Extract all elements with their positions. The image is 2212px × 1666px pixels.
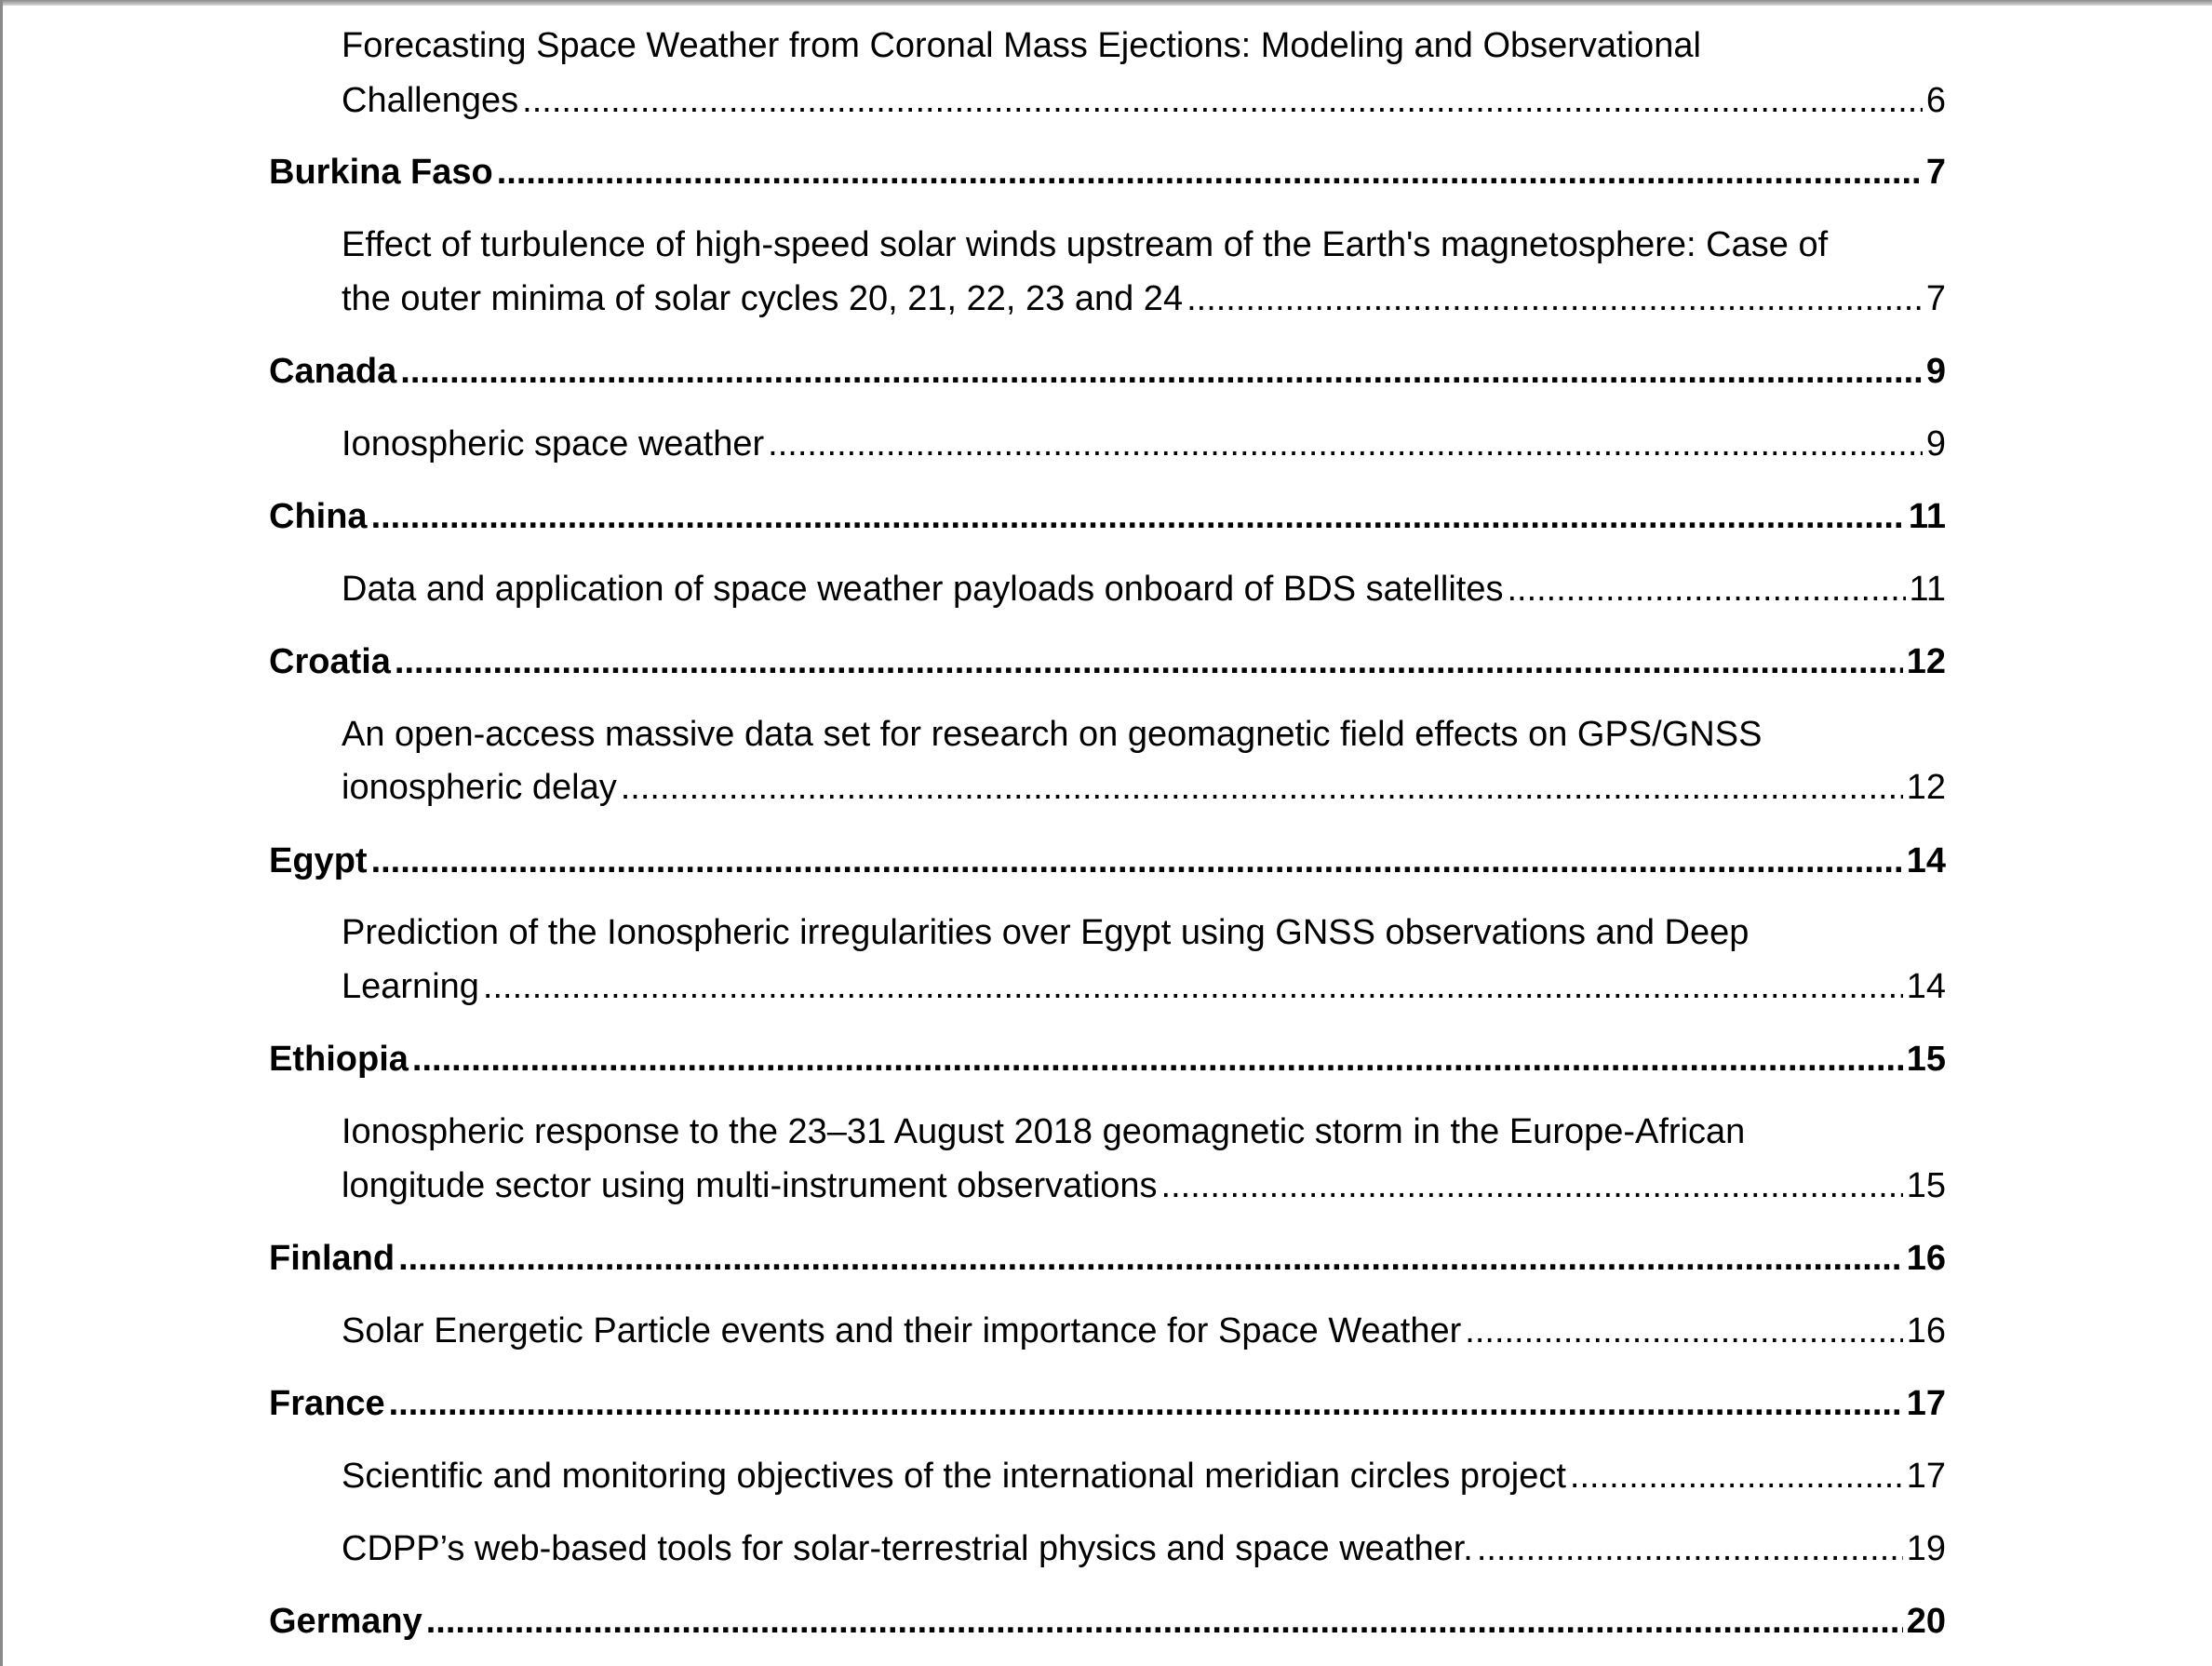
toc-entry-title-last-line xyxy=(342,74,1946,128)
dot-leader xyxy=(400,344,1923,398)
toc-entry-title-text: Data and application of space weather payloads onboard of BDS satellites xyxy=(342,570,1504,609)
toc-entry-title-text: Solar Energetic Particle events and their importance for Space Weather xyxy=(342,1311,1462,1350)
toc-entry-title-line: Ionospheric response to the 23–31 August 2018 geomagnetic storm in the Europe-African xyxy=(342,1112,1746,1151)
dot-leader xyxy=(497,145,1923,199)
toc-page-number: 19 xyxy=(1906,1529,1946,1568)
toc-entry-title-line: An open-access massive data set for research on geomagnetic field effects on GPS/GNSS xyxy=(342,715,1763,754)
toc-entry-title-last-line xyxy=(342,960,1946,1014)
toc-entry-title-text: Egypt xyxy=(269,841,368,880)
toc-entry-title-last-line xyxy=(269,1377,1946,1431)
toc-page-number: 9 xyxy=(1925,424,1946,464)
toc-entry-title-last-line xyxy=(342,1522,1946,1576)
toc-page-number: 16 xyxy=(1906,1239,1946,1278)
toc-entry-title-last-line xyxy=(269,635,1946,689)
toc-page-number: 15 xyxy=(1906,1040,1946,1079)
toc-entry-title-last-line xyxy=(269,344,1946,398)
dot-leader xyxy=(395,635,1903,689)
toc-entry-title-line: Prediction of the Ionospheric irregularities over Egypt using GNSS observations and Deep xyxy=(342,913,1749,952)
toc-entry-title-last-line xyxy=(269,145,1946,199)
dot-leader xyxy=(1570,1449,1903,1503)
toc-entry-title-text: the outer minima of solar cycles 20, 21, 22, 23 and 24 xyxy=(342,279,1184,318)
toc-page-number: 17 xyxy=(1906,1457,1946,1496)
toc-page-number: 7 xyxy=(1925,153,1946,192)
toc-page-number: 20 xyxy=(1906,1602,1946,1641)
toc-entry-title-text: Ionospheric space weather xyxy=(342,424,765,464)
toc-page-number: 14 xyxy=(1906,967,1946,1006)
dot-leader xyxy=(426,1594,1903,1648)
toc-entry-title-last-line xyxy=(342,1304,1946,1358)
toc-entry-title-last-line xyxy=(342,272,1946,326)
dot-leader xyxy=(398,1231,1903,1285)
toc-entry-title-text: China xyxy=(269,497,368,536)
toc-page-number: 7 xyxy=(1925,279,1946,318)
toc-entry-title-text: ionospheric delay xyxy=(342,768,617,807)
toc-entry-title-last-line xyxy=(342,562,1946,616)
toc-entry-title-text: Challenges xyxy=(342,81,519,120)
dot-leader xyxy=(389,1377,1903,1431)
toc-page-number: 11 xyxy=(1909,570,1946,609)
toc-page-number: 15 xyxy=(1906,1166,1946,1205)
dot-leader xyxy=(522,74,1923,128)
dot-leader xyxy=(371,834,1903,888)
toc-entry-title-text: Learning xyxy=(342,967,479,1006)
toc-entry-title-last-line xyxy=(269,1594,1946,1648)
toc-page-number: 11 xyxy=(1908,497,1946,536)
toc-entry-title-last-line xyxy=(269,1231,1946,1285)
toc-entry-title-text: Scientific and monitoring objectives of the international meridian circles project xyxy=(342,1457,1566,1496)
toc-page-number: 12 xyxy=(1906,642,1946,681)
toc-entry-title-text: Ethiopia xyxy=(269,1040,409,1079)
toc-entry-title-text: Finland xyxy=(269,1239,395,1278)
toc-entry-title-text: Canada xyxy=(269,352,397,391)
toc-entry-title-last-line xyxy=(269,1032,1946,1086)
toc-entry-title-last-line xyxy=(342,417,1946,471)
toc-page-number: 6 xyxy=(1925,81,1946,120)
dot-leader xyxy=(412,1032,1903,1086)
toc-entry-title-last-line xyxy=(342,1159,1946,1213)
toc-entry-title-last-line xyxy=(269,490,1946,544)
dot-leader xyxy=(371,490,1905,544)
dot-leader xyxy=(1507,562,1905,616)
toc-page-number: 16 xyxy=(1906,1311,1946,1350)
toc-page-number: 12 xyxy=(1906,768,1946,807)
toc-page-number: 17 xyxy=(1906,1384,1946,1423)
toc-entry-title-line: Forecasting Space Weather from Coronal Mass Ejections: Modeling and Observational xyxy=(342,26,1701,65)
toc-entry-title-text: Germany xyxy=(269,1602,422,1641)
toc-entry-title-text: CDPP’s web-based tools for solar-terrestrial physics and space weather. xyxy=(342,1529,1473,1568)
dot-leader xyxy=(768,417,1923,471)
dot-leader xyxy=(1186,272,1923,326)
dot-leader xyxy=(483,960,1903,1014)
toc-entry-title-text: longitude sector using multi-instrument observations xyxy=(342,1166,1158,1205)
dot-leader xyxy=(1477,1522,1903,1576)
toc-entry-title-last-line xyxy=(342,760,1946,814)
dot-leader xyxy=(621,760,1903,814)
toc-page-number: 9 xyxy=(1925,352,1946,391)
dot-leader xyxy=(1161,1159,1903,1213)
toc-entry-title-last-line xyxy=(269,834,1946,888)
toc-entry-title-line: Effect of turbulence of high-speed solar winds upstream of the Earth's magnetosphere: Case of xyxy=(342,225,1829,264)
toc-entry-title-text: Croatia xyxy=(269,642,391,681)
toc-entry-title-text: France xyxy=(269,1384,385,1423)
toc-entry-title-last-line xyxy=(342,1449,1946,1503)
dot-leader xyxy=(1465,1304,1902,1358)
toc-page-number: 14 xyxy=(1906,841,1946,880)
toc-entry-title-text: Burkina Faso xyxy=(269,153,493,192)
